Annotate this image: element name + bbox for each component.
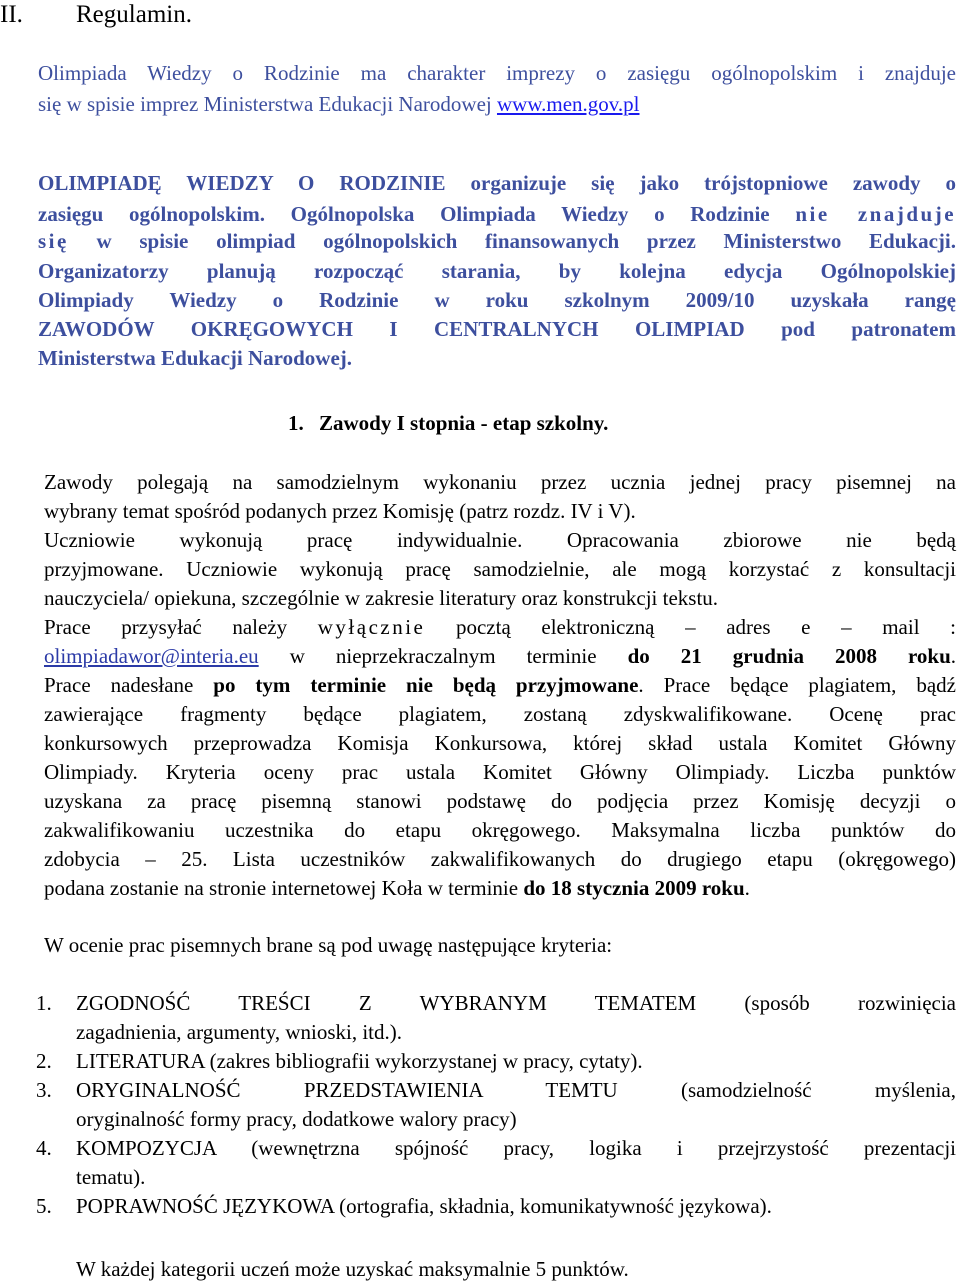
org-not-listed: nie znajduje (795, 202, 957, 226)
body-line-10: konkursowych przeprowadza Komisja Konkursowa, której skład ustala Komitet Główny (44, 731, 956, 755)
body-line-12: uzyskana za pracę pisemną stanowi podstawę do podjęcia przez Komisję decyzji o (44, 789, 956, 813)
men-website-link[interactable]: www.men.gov.pl (496, 92, 640, 116)
intro-line-1: Olimpiada Wiedzy o Rodzinie ma charakter imprezy o zasięgu ogólnopolskim i znajduje (38, 61, 956, 85)
org-line-2 (38, 201, 956, 227)
body-line-6-start: Prace przysyłać należy (44, 615, 318, 639)
body-line-15-start: podana zostanie na stronie internetowej Koła w terminie (44, 876, 524, 900)
org-line-2-text: zasięgu ogólnopolskim. Ogólnopolska Olimpiada Wiedzy o Rodzinie (38, 202, 796, 226)
body-line-15-end: . (744, 876, 750, 900)
body-line-6-end: pocztą elektroniczną – adres e – mail : (425, 615, 956, 639)
criteria-text: LITERATURA (zakres bibliografii wykorzystanej w pracy, cytaty). (76, 1049, 643, 1073)
results-date: do 18 stycznia 2009 roku (523, 876, 745, 900)
criteria-text: ORYGINALNOŚĆ PRZEDSTAWIENIA TEMTU (samodzielność myślenia, (76, 1078, 956, 1102)
criteria-text: POPRAWNOŚĆ JĘZYKOWA (ortografia, składnia, komunikatywność językowa). (76, 1194, 772, 1218)
body-line-8-start: Prace nadesłane (44, 673, 214, 697)
org-line-4: Organizatorzy planują rozpocząć starania, by kolejna edycja Ogólnopolskiej (38, 259, 956, 283)
criteria-text-continued: tematu). (76, 1165, 146, 1189)
body-line-3: Uczniowie wykonują pracę indywidualnie. Opracowania zbiorowe nie będą (44, 528, 956, 552)
email-link[interactable]: olimpiadawor@interia.eu (44, 644, 259, 668)
criteria-number: 4. (36, 1136, 52, 1160)
body-line-6 (44, 614, 956, 640)
criteria-number: 2. (36, 1049, 52, 1073)
org-line-6: ZAWODÓW OKRĘGOWYCH I CENTRALNYCH OLIMPIAD pod patronatem (38, 317, 956, 341)
org-line-3-start: się (38, 229, 69, 253)
body-line-7 (44, 643, 956, 669)
body-line-5: nauczyciela/ opiekuna, szczególnie w zakresie literatury oraz konstrukcji tekstu. (44, 586, 719, 610)
criteria-text: KOMPOZYCJA (wewnętrzna spójność pracy, logika i przejrzystość prezentacji (76, 1136, 956, 1160)
criteria-number: 3. (36, 1078, 52, 1102)
criteria-intro: W ocenie prac pisemnych brane są pod uwagę następujące kryteria: (44, 933, 613, 957)
body-line-4: przyjmowane. Uczniowie wykonują pracę samodzielnie, ale mogą korzystać z konsultacji (44, 557, 956, 581)
body-line-14: zdobycia – 25. Lista uczestników zakwalifikowanych do drugiego etapu (okręgowego) (44, 847, 956, 871)
section-number: II. (0, 1, 23, 28)
deadline-date: do 21 grudnia 2008 roku (627, 644, 951, 668)
criteria-number: 5. (36, 1194, 52, 1218)
body-exclusively: wyłącznie (317, 615, 426, 639)
org-line-3-text: w spisie olimpiad ogólnopolskich finansowanych przez Ministerstwo Edukacji. (68, 229, 956, 253)
late-submission-notice: po tym terminie nie będą przyjmowane (213, 673, 639, 697)
intro-line-2 (38, 91, 640, 117)
body-line-8-end: . Prace będące plagiatem, bądź (638, 673, 956, 697)
body-line-1: Zawody polegają na samodzielnym wykonaniu przez ucznia jednej pracy pisemnej na (44, 470, 956, 494)
stage-heading (288, 410, 608, 436)
criteria-text-continued: oryginalność formy pracy, dodatkowe walory pracy) (76, 1107, 517, 1131)
body-line-9: zawierające fragmenty będące plagiatem, zostaną zdyskwalifikowane. Ocenę prac (44, 702, 956, 726)
footer-note: W każdej kategorii uczeń może uzyskać maksymalnie 5 punktów. (76, 1257, 629, 1281)
intro-line-2-text: się w spisie imprez Ministerstwa Edukacji Narodowej (38, 92, 497, 116)
body-line-7-text: w nieprzekraczalnym terminie (258, 644, 628, 668)
body-line-15 (44, 875, 750, 901)
org-line-7: Ministerstwa Edukacji Narodowej. (38, 346, 353, 370)
stage-number: 1. (288, 411, 304, 435)
body-line-7-end: . (950, 644, 957, 668)
org-line-5: Olimpiady Wiedzy o Rodzinie w roku szkolnym 2009/10 uzyskała rangę (38, 288, 956, 312)
body-line-13: zakwalifikowaniu uczestnika do etapu okręgowego. Maksymalna liczba punktów do (44, 818, 956, 842)
org-line-1: OLIMPIADĘ WIEDZY O RODZINIE organizuje się jako trójstopniowe zawody o (38, 171, 956, 195)
criteria-number: 1. (36, 991, 52, 1015)
criteria-text-continued: zagadnienia, argumenty, wnioski, itd.). (76, 1020, 403, 1044)
section-heading (0, 0, 192, 30)
org-line-3 (38, 228, 956, 254)
body-line-8 (44, 672, 956, 698)
body-line-11: Olimpiady. Kryteria oceny prac ustala Komitet Główny Olimpiady. Liczba punktów (44, 760, 956, 784)
stage-title: Zawody I stopnia - etap szkolny. (319, 411, 609, 435)
section-title: Regulamin. (76, 1, 192, 28)
criteria-text: ZGODNOŚĆ TREŚCI Z WYBRANYM TEMATEM (sposób rozwinięcia (76, 991, 956, 1015)
body-line-2: wybrany temat spośród podanych przez Komisję (patrz rozdz. IV i V). (44, 499, 636, 523)
